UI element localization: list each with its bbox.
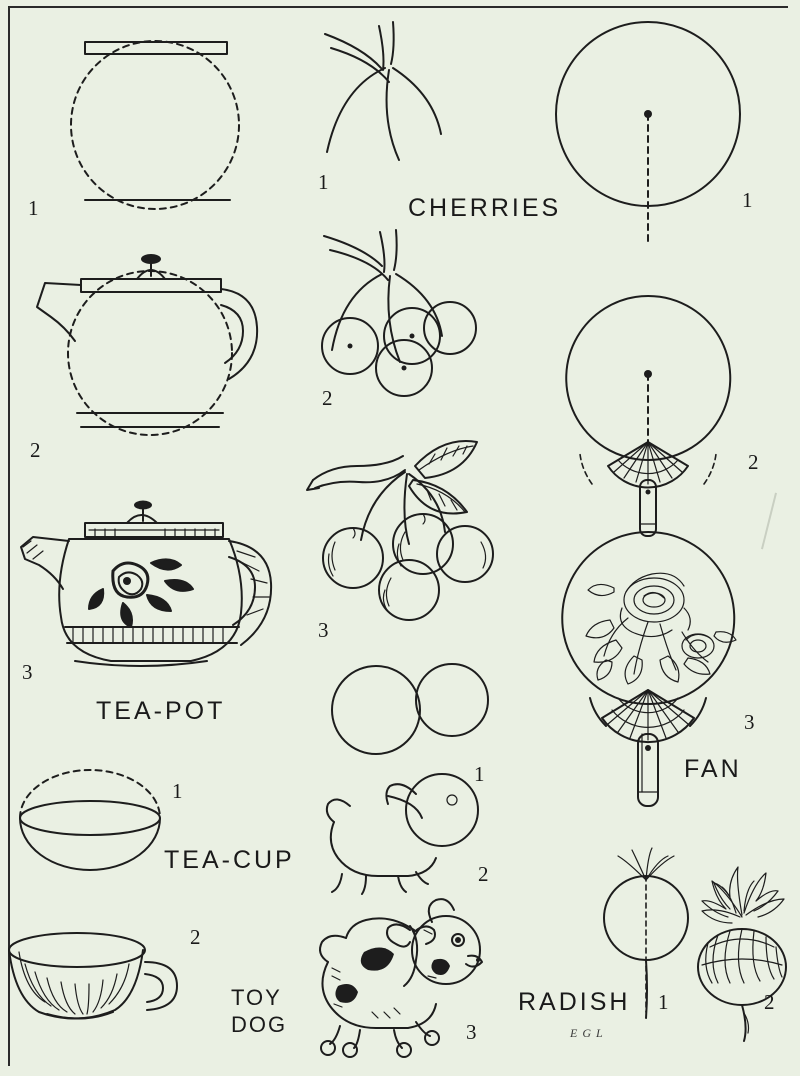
cherries-step3-drawing xyxy=(305,432,525,642)
toydog-caption-line1: TOY xyxy=(231,985,282,1010)
toydog-step2-number: 2 xyxy=(478,862,489,886)
teapot-step2-number: 2 xyxy=(30,438,41,462)
fan-step3-number: 3 xyxy=(744,710,755,734)
cherries-step2-drawing xyxy=(318,228,508,398)
radish-step2-number: 2 xyxy=(764,990,775,1014)
toydog-step1-number: 1 xyxy=(474,762,485,786)
toydog-step2-drawing xyxy=(320,772,490,894)
teapot-caption: TEA-POT xyxy=(96,697,226,725)
teacup-step1-drawing xyxy=(10,768,170,883)
teapot-step1-drawing xyxy=(40,20,270,220)
teacup-caption: TEA-CUP xyxy=(164,846,295,874)
teapot-step3-drawing xyxy=(15,485,290,680)
cherries-caption: CHERRIES xyxy=(408,194,562,222)
cherries-step2-number: 2 xyxy=(322,386,333,410)
teacup-step2-drawing xyxy=(5,920,190,1040)
radish-step1-number: 1 xyxy=(658,990,669,1014)
artist-signature: E G L xyxy=(570,1026,604,1040)
toydog-caption-line2: DOG xyxy=(231,1012,288,1037)
teacup-step1-number: 1 xyxy=(172,779,183,803)
radish-caption: RADISH xyxy=(518,988,631,1016)
teapot-step2-drawing xyxy=(25,245,265,460)
fan-step2-drawing xyxy=(552,292,752,542)
teapot-step1-number: 1 xyxy=(28,196,39,220)
toydog-step1-drawing xyxy=(330,660,490,765)
cherries-step1-number: 1 xyxy=(318,170,329,194)
radish-step2-drawing xyxy=(690,855,800,1045)
toydog-step3-number: 3 xyxy=(466,1020,477,1044)
fan-caption: FAN xyxy=(684,755,742,783)
fan-step2-number: 2 xyxy=(748,450,759,474)
teacup-step2-number: 2 xyxy=(190,925,201,949)
fan-step1-drawing xyxy=(552,18,742,248)
teapot-step3-number: 3 xyxy=(22,660,33,684)
cherries-step3-number: 3 xyxy=(318,618,329,642)
cherries-step1-drawing xyxy=(315,18,495,183)
fan-step1-number: 1 xyxy=(742,188,753,212)
